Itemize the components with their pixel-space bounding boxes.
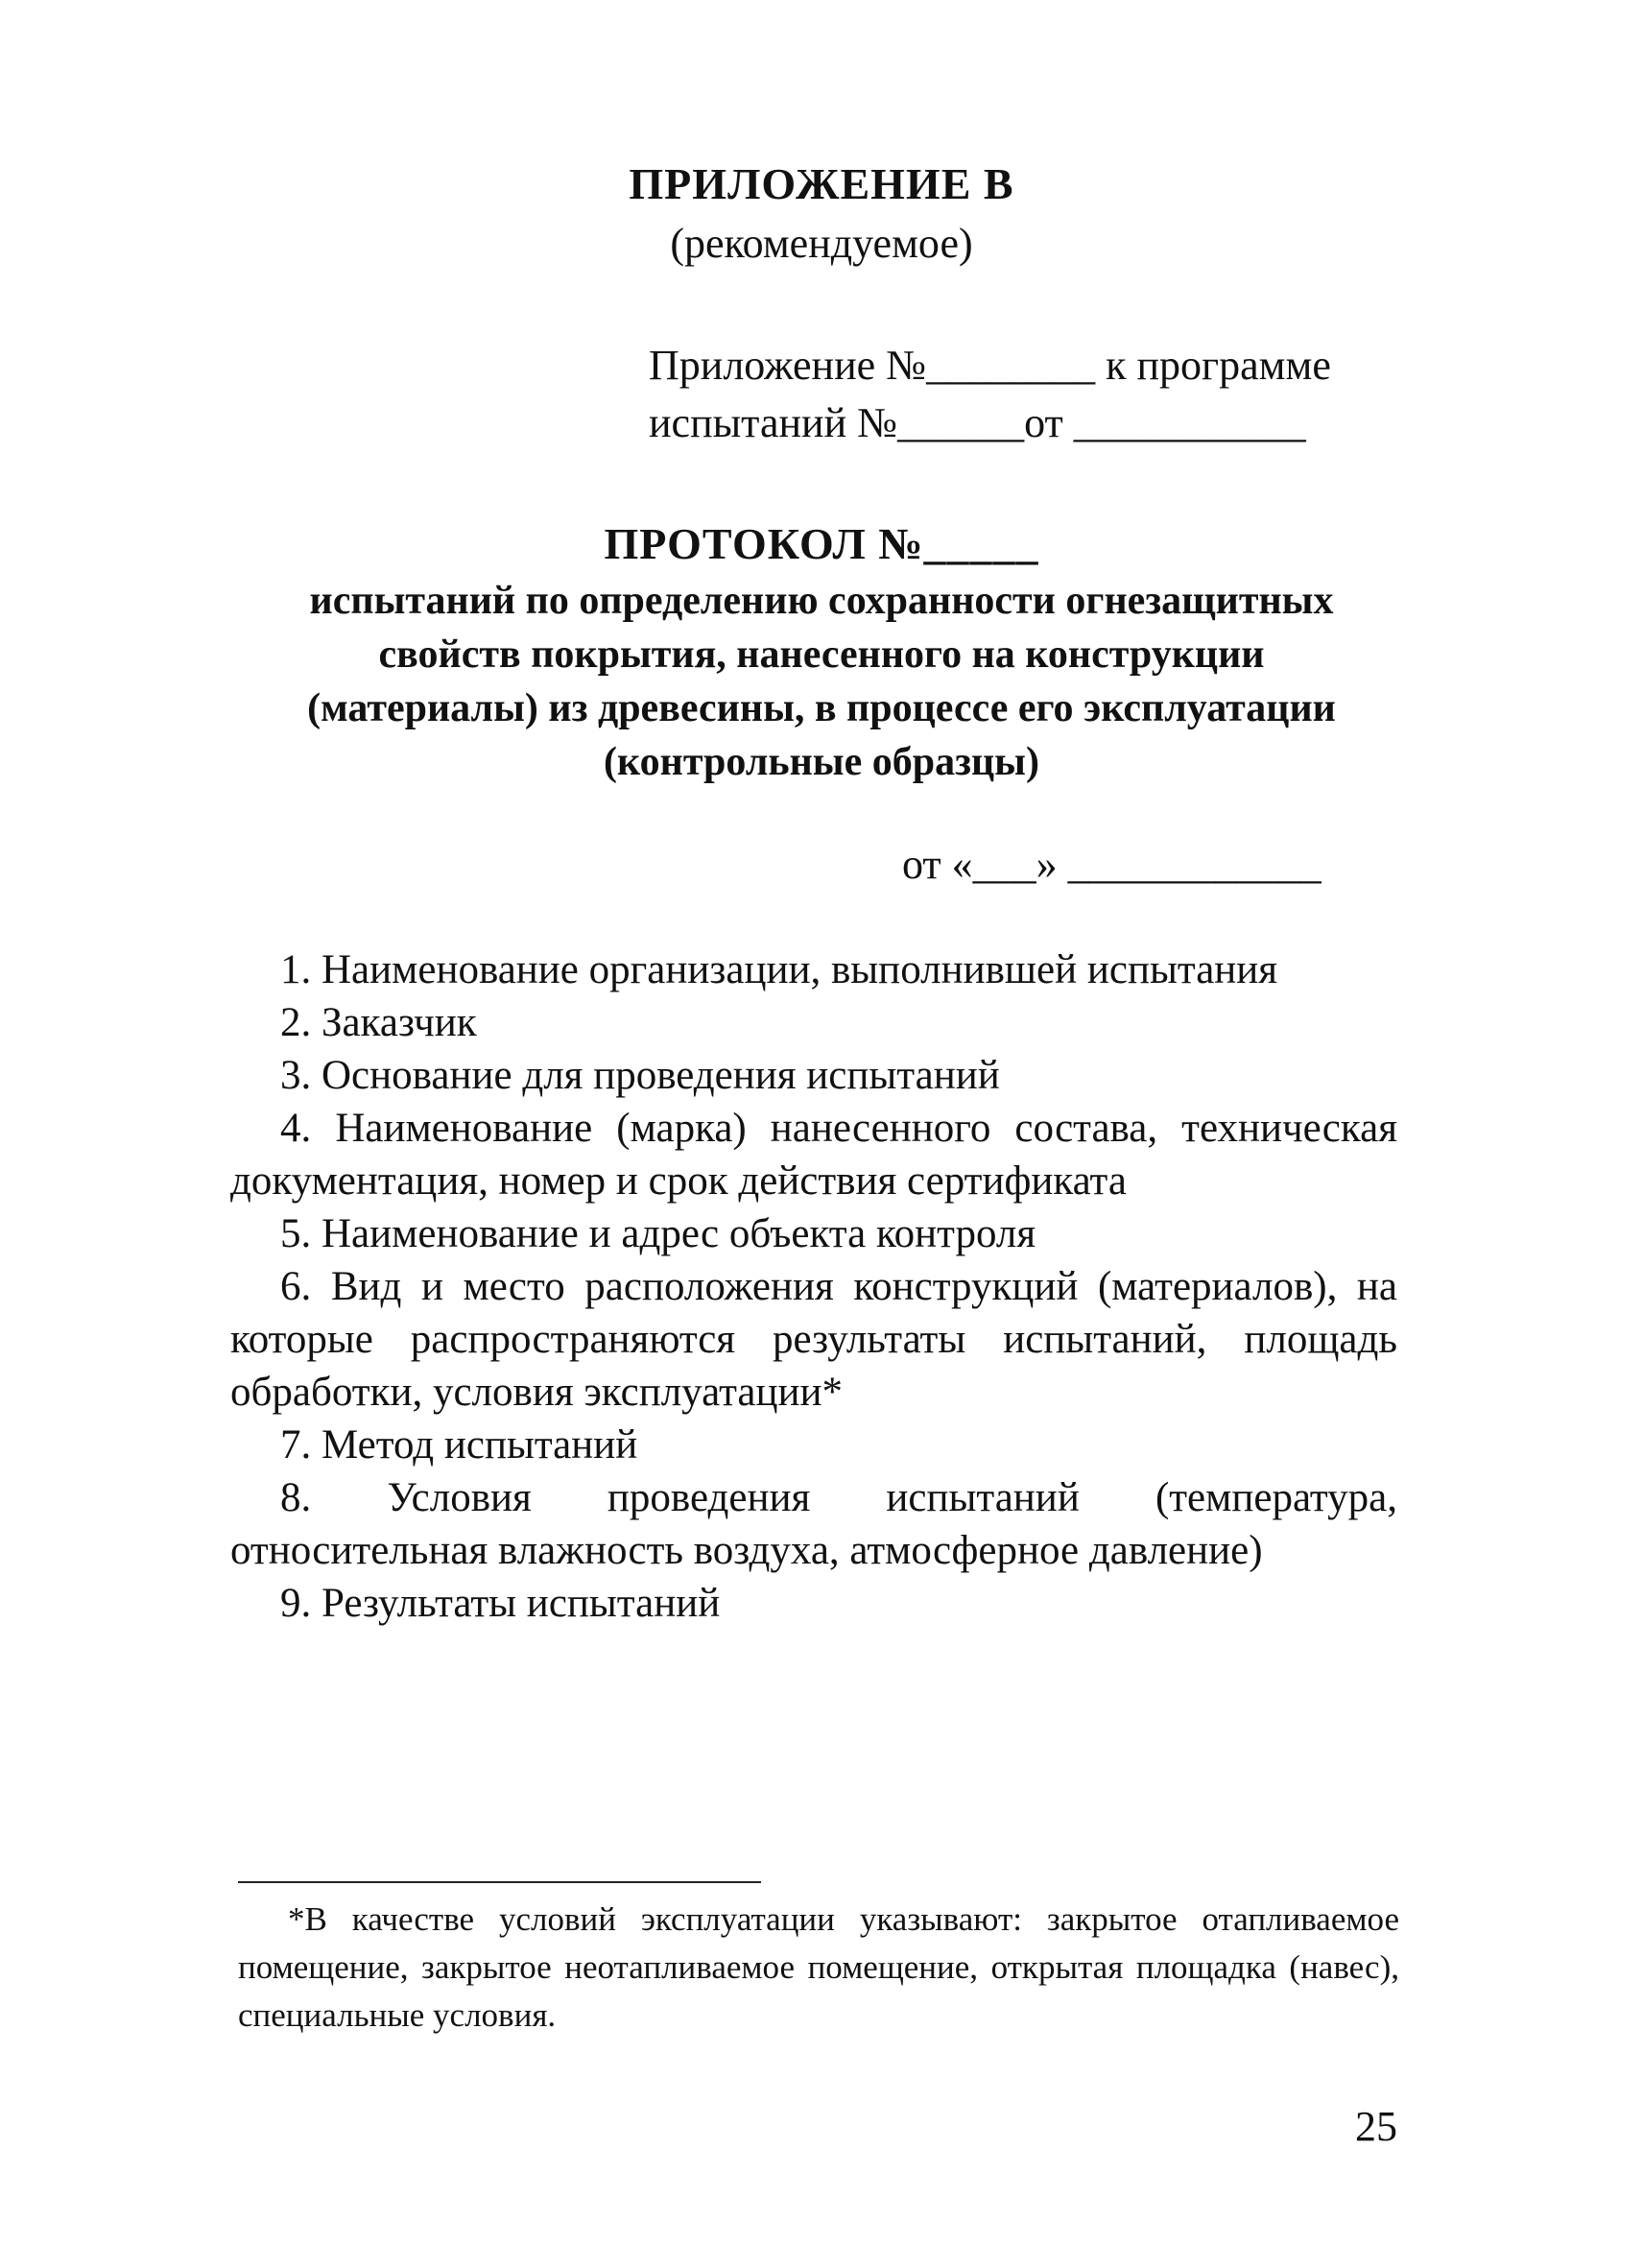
appendix-subtitle: (рекомендуемое) [670, 220, 973, 267]
footnote: *В качестве условий эксплуатации указывают: закрытое отапливаемое помещение, закрытое неотапливаемое помещение, открытая площадка (навес), специальные условия. [238, 1900, 1399, 2034]
protocol-date: от «___» ____________ [902, 841, 1322, 888]
reference-line-2: испытаний №______от ___________ [649, 399, 1306, 446]
protocol-subtitle-line-3: (материалы) из древесины, в процессе его эксплуатации [307, 686, 1336, 730]
protocol-subtitle-line-4: (контрольные образцы) [604, 740, 1039, 784]
appendix-title: ПРИЛОЖЕНИЕ В [629, 159, 1014, 208]
list-item: 6. Вид и место расположения конструкций (материалов), на которые распространяются результаты испытаний, площадь обработки, условия эксплуатации* [230, 1264, 1397, 1415]
list-item: 3. Основание для проведения испытаний [280, 1053, 1000, 1098]
protocol-subtitle-line-1: испытаний по определению сохранности огнезащитных [309, 579, 1334, 623]
list-item: 2. Заказчик [280, 1000, 477, 1045]
protocol-subtitle-line-2: свойств покрытия, нанесенного на конструкции [378, 633, 1265, 677]
items-list [230, 943, 1397, 1630]
list-item: 9. Результаты испытаний [280, 1581, 721, 1626]
list-item: 7. Метод испытаний [280, 1422, 638, 1468]
footnote-divider [238, 1881, 761, 1883]
list-item: 4. Наименование (марка) нанесенного состава, техническая документация, номер и срок действия сертификата [230, 1106, 1397, 1204]
list-item: 8. Условия проведения испытаний (температура, относительная влажность воздуха, атмосферное давление) [230, 1475, 1397, 1573]
protocol-title: ПРОТОКОЛ №_____ [604, 519, 1039, 568]
list-item: 1. Наименование организации, выполнившей испытания [280, 947, 1278, 992]
page-number: 25 [1355, 2103, 1397, 2150]
reference-line-1: Приложение №________ к программе [649, 342, 1331, 389]
list-item: 5. Наименование и адрес объекта контроля [280, 1211, 1036, 1256]
